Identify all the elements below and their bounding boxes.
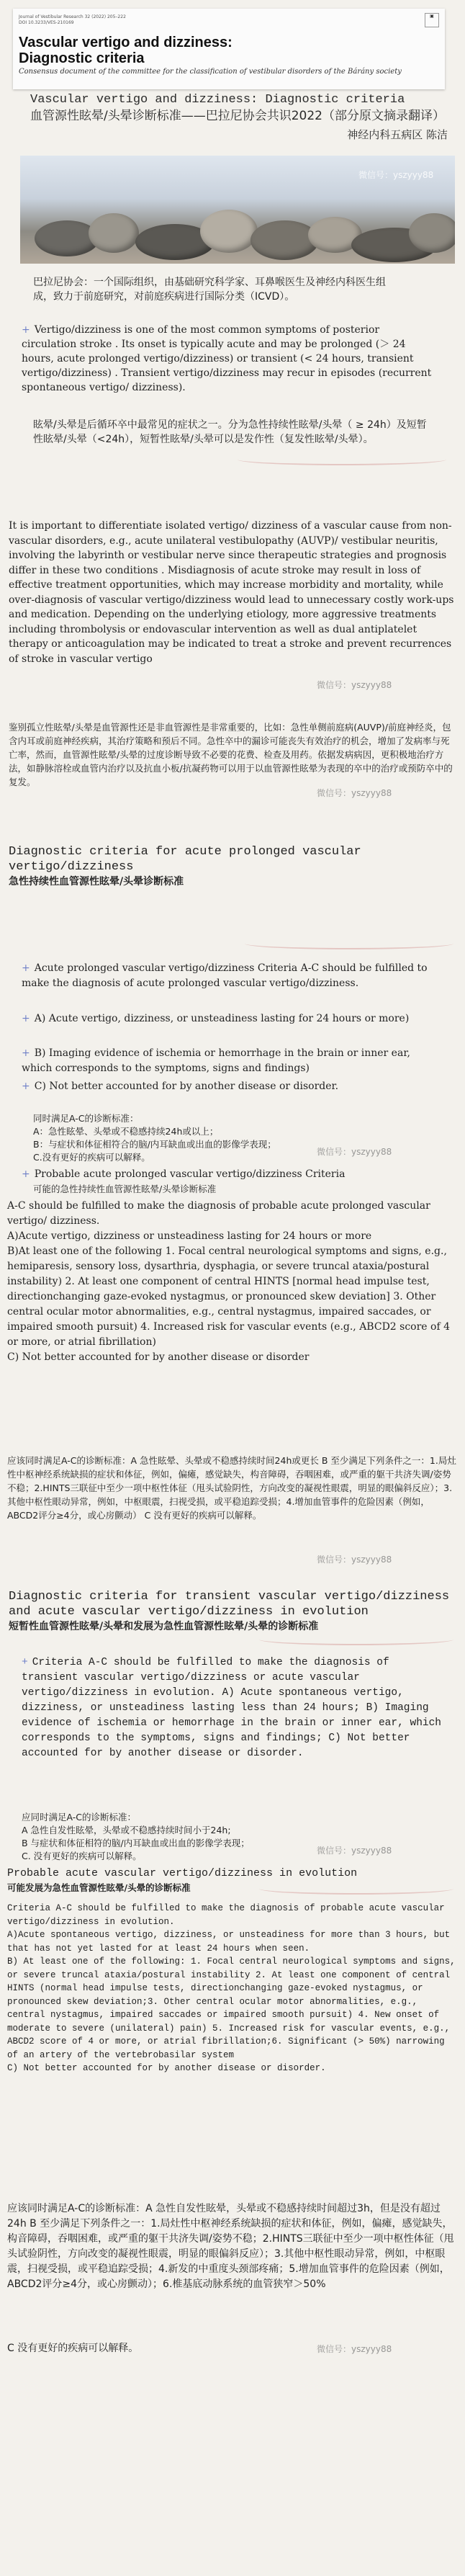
sec1-probable-heading: + Probable acute prolonged vascular vertigo/dizziness Criteria: [22, 1168, 346, 1180]
stone-shape: [89, 213, 139, 253]
journal-logo-icon: ▣: [425, 13, 439, 27]
section2-heading: [9, 1589, 455, 1634]
sec2-probable-heading: Probable acute vascular vertigo/dizziness in evolution: [7, 1867, 358, 1879]
title-english: Vascular vertigo and dizziness: Diagnostic criteria: [30, 93, 405, 107]
watermark: 微信号：yszyyy88: [317, 2344, 392, 2354]
page-title: [30, 92, 448, 143]
journal-line: Journal of Vestibular Research 32 (2022) 205–222: [19, 14, 126, 19]
journal-doi: DOI 10.3233/VES-210169: [19, 20, 74, 25]
bullet-icon: +: [22, 1013, 30, 1024]
sec1-probable-criteria: A-C should be fulfilled to make the diagnosis of probable acute prolonged vascular vertigo/ dizziness. A)Acute vertigo, dizziness or unsteadiness lasting for 24 hours or more B)At least one of the following 1. Focal central neurological symptoms and signs, e.g., hemiparesis, sensory loss, dysarthria, dysphagia, or severe truncal ataxia/postural instability) 2. At least one component of central HINTS [normal head impulse test, directionchanging gaze-evoked nystagmus, or pronounced skew deviation] 3. Other central ocular motor abnormalities, e.g., central nystagmus, impaired saccades, or impaired smooth pursuit) 4. Increased risk for vascular events (e.g., ABCD2 score of 4 or more, or atrial fibrillation) C) Not better accounted for by another disease or disorder: [7, 1200, 451, 1363]
watermark: 微信号：yszyyy88: [317, 788, 392, 798]
sec2-probable-criteria: Criteria A-C should be fulfilled to make the diagnosis of probable acute vascular vertigo/dizziness in evolution. A)Acute spontaneous vertigo, dizziness, or unsteadiness for more than 3 hours, but that has not yet lasted for at least 24 hours when seen. B) At least one of the following: 1. Focal central neurological symptoms and signs, or severe truncal ataxia/postural instability 2. At least one component of central HINTS (normal head impulse tests, directionchanging gaze-evoked nystagmus, or pronounced skew deviation;3. Other central ocular motor abnormalities, e.g., central nystagmus, impaired saccades or impaired smooth pursuit) 4. New onset of moderate to severe (unilateral) pain) 5. Increased risk for vascular events, e.g., ABCD2 score of 4 or more, or atrial fibrillation;6. Significant (> 50%) narrowing of an artery of the vertebrobasilar system C) Not better accounted for by another disease or disorder.: [7, 1903, 456, 2073]
section1-heading: [9, 844, 455, 890]
decorative-swoosh: [238, 454, 446, 465]
paper-title-line1: Vascular vertigo and dizziness:: [19, 35, 232, 50]
watermark: 微信号：yszyyy88: [358, 170, 434, 180]
paper-clipping: [13, 9, 445, 89]
sec1-probable-chinese: 应该同时满足A-C的诊断标准：A 急性眩晕、头晕或不稳感持续时间24h或更长 B 至少满足下列条件之一：1.局灶性中枢神经系统缺损的症状和体征，例如，偏瘫，感觉缺失，构音障碍，吞咽困难，或严重的躯干共济失调/姿势不稳；2.HINTS三联征中至少一项中枢性体征（甩头试验阴性，方向改变的凝视性眼震，明显的眼偏斜反应）；3.其他中枢性眼动异常，例如，中枢眼震，扫视受损，或平稳追踪受损；4.增加血管事件的危险因素（例如，ABCD2评分≥4分，或心房颤动） C 没有更好的疾病可以解释。: [7, 1455, 456, 1521]
title-chinese: 血管源性眩晕/头晕诊断标准——巴拉尼协会共识2022（部分原文摘录翻译）: [30, 109, 445, 123]
bullet-icon: +: [22, 1657, 28, 1668]
decorative-swoosh: [259, 1883, 453, 1895]
importance-chinese: 鉴别孤立性眩晕/头晕是血管源性还是非血管源性是非常重要的，比如：急性单侧前庭病(AUVP)/前庭神经炎，包含内耳或前庭神经疾病，其治疗策略和预后不同。急性卒中的漏诊可能丧失有效治疗的机会，增加了发病率与死亡率，然而，血管源性眩晕/头晕的过度诊断导致不必要的花费、检查及用药。依据发病病因，更积极地治疗方法，如静脉溶栓或血管内治疗以及抗血小板/抗凝药物可以用于以血管源性眩晕为表现的卒中的治疗或预防卒中的复发。: [9, 722, 453, 787]
sec1-bullet-1: + Acute prolonged vascular vertigo/dizziness Criteria A-C should be fulfilled to make the diagnosis of acute prolonged vascular vertigo/dizziness.: [22, 962, 428, 989]
paper-subtitle: Consensus document of the committee for the classification of vestibular disorders of the Bárány society: [19, 68, 402, 76]
bullet-icon: +: [22, 1168, 30, 1180]
decorative-swoosh: [245, 938, 453, 949]
intro-bullet: [22, 323, 432, 395]
sec1-bullet-2: + A) Acute vertigo, dizziness, or unsteadiness lasting for 24 hours or more): [22, 1013, 410, 1024]
sec2-probable-chinese-c: C 没有更好的疾病可以解释。: [7, 2343, 139, 2354]
watermark: 微信号：yszyyy88: [317, 1555, 392, 1565]
intro-english: Vertigo/dizziness is one of the most common symptoms of posterior circulation stroke . Its onset is typically acute and may be prolonged (＞ 24 hours, acute prolonged vertigo/dizziness) or transient (< 24 hours, transient vertigo/dizziness) . Transient vertigo/dizziness may recur in episodes (recurrent spontaneous vertigo/ dizziness).: [22, 324, 432, 393]
journal-citation: [19, 14, 256, 26]
intro-chinese: 巴拉尼协会：一个国际组织，由基础研究科学家、耳鼻喉医生及神经内科医生组成，致力于前庭研究，对前庭疾病进行国际分类（ICVD）。: [33, 277, 386, 303]
sec1-bullet-3: + B) Imaging evidence of ischemia or hemorrhage in the brain or inner ear, which corresponds to the symptoms, signs and findings): [22, 1047, 410, 1074]
stone-shape: [200, 210, 258, 253]
section2-heading-english: Diagnostic criteria for transient vascular vertigo/dizziness and acute vascular vertigo/dizziness in evolution: [9, 1590, 450, 1619]
sec1-bullet-4: + C) Not better accounted for by another disease or disorder.: [22, 1081, 339, 1092]
section1-heading-english: Diagnostic criteria for acute prolonged vascular vertigo/dizziness: [9, 845, 361, 874]
stones-photo: [20, 156, 455, 264]
bullet-icon: +: [22, 324, 30, 336]
sec1-chinese-criteria: 同时满足A-C的诊断标准： A：急性眩晕、头晕或不稳感持续24h或以上； B：与症状和体征相符合的脑/内耳缺血或出血的影像学表现； C.没有更好的疾病可以解释。: [33, 1113, 276, 1163]
sec2-chinese-criteria: 应同时满足A-C的诊断标准： A 急性自发性眩晕，头晕或不稳感持续时间小于24h; B 与症状和体征相符的脑/内耳缺血或出血的影像学表现； C. 没有更好的疾病可以解释。: [22, 1812, 250, 1861]
watermark: 微信号：yszyyy88: [317, 1147, 392, 1157]
sec2-probable-heading-cn: 可能发展为急性血管源性眩晕/头晕的诊断标准: [7, 1882, 191, 1893]
sec2-probable-chinese: 应该同时满足A-C的诊断标准：A 急性自发性眩晕，头晕或不稳感持续时间超过3h，但是没有超过24h B 至少满足下列条件之一：1.局灶性中枢神经系统缺损的症状和体征，例如，偏瘫，感觉缺失，构音障碍，吞咽困难，或严重的躯干共济失调/姿势不稳；2.HINTS三联征中至少一项中枢性体征（甩头试验阴性，方向改变的凝视性眼震，明显的眼偏斜反应）；3.其他中枢性眼动异常，例如，中枢眼震，扫视受损，或平稳追踪受损；4.新发的中重度头颈部疼痛；5.增加血管事件的危险因素（例如，ABCD2评分≥4分，或心房颤动）；6.椎基底动脉系统的血管狭窄＞50%: [7, 2203, 454, 2290]
section1-heading-chinese: 急性持续性血管源性眩晕/头晕诊断标准: [9, 876, 184, 887]
bullet-icon: +: [22, 962, 30, 974]
sec2-bullet-1: + Criteria A-C should be fulfilled to make the diagnosis of transient vascular vertigo/dizziness or acute vascular vertigo/dizziness in evolution. A) Acute spontaneous vertigo, dizziness, or unsteadiness lasting less than 24 hours; B) Imaging evidence of ischemia or hemorrhage in the brain or inner ear, which corresponds to the symptoms, signs and findings; C) Not better accounted for by another disease or disorder.: [22, 1657, 441, 1759]
section2-heading-chinese: 短暂性血管源性眩晕/头晕和发展为急性血管源性眩晕/头晕的诊断标准: [9, 1621, 319, 1632]
importance-english: It is important to differentiate isolated vertigo/ dizziness of a vascular cause from non-vascular disorders, e.g., acute unilateral vestibulopathy (AUVP)/ vestibular neuritis, involving the labyrinth or vestibular nerve since therapeutic strategies and prognosis differ in these two conditions . Misdiagnosis of acute stroke may result in loss of effective treatment opportunities, which may increase morbidity and mortality, while over-diagnosis of vascular vertigo/dizziness would lead to unnecessary costly work-ups and medication. Depending on the underlying etiology, more aggressive treatments including thrombolysis or endovascular intervention as well as dual antiplatelet therapy or anticoagulation may be indicated to treat a stroke and prevent recurrences of stroke in vascular vertigo: [9, 520, 454, 665]
author: 神经内科五病区 陈洁: [347, 128, 448, 141]
bullet-icon: +: [22, 1047, 30, 1059]
paper-title: [19, 35, 232, 66]
intro-chinese-2: 眩晕/头晕是后循环卒中最常见的症状之一。分为急性持续性眩晕/头晕（ ≥ 24h）及短暂性眩晕/头晕（<24h），短暂性眩晕/头晕可以是发作性（复发性眩晕/头晕）。: [33, 419, 427, 445]
decorative-swoosh: [259, 1634, 453, 1645]
paper-title-line2: Diagnostic criteria: [19, 50, 145, 66]
stone-shape: [409, 213, 455, 253]
bullet-icon: +: [22, 1081, 30, 1092]
watermark: 微信号：yszyyy88: [317, 680, 392, 690]
sec1-probable-heading-cn: 可能的急性持续性血管源性眩晕/头晕诊断标准: [33, 1184, 217, 1194]
watermark: 微信号：yszyyy88: [317, 1846, 392, 1856]
